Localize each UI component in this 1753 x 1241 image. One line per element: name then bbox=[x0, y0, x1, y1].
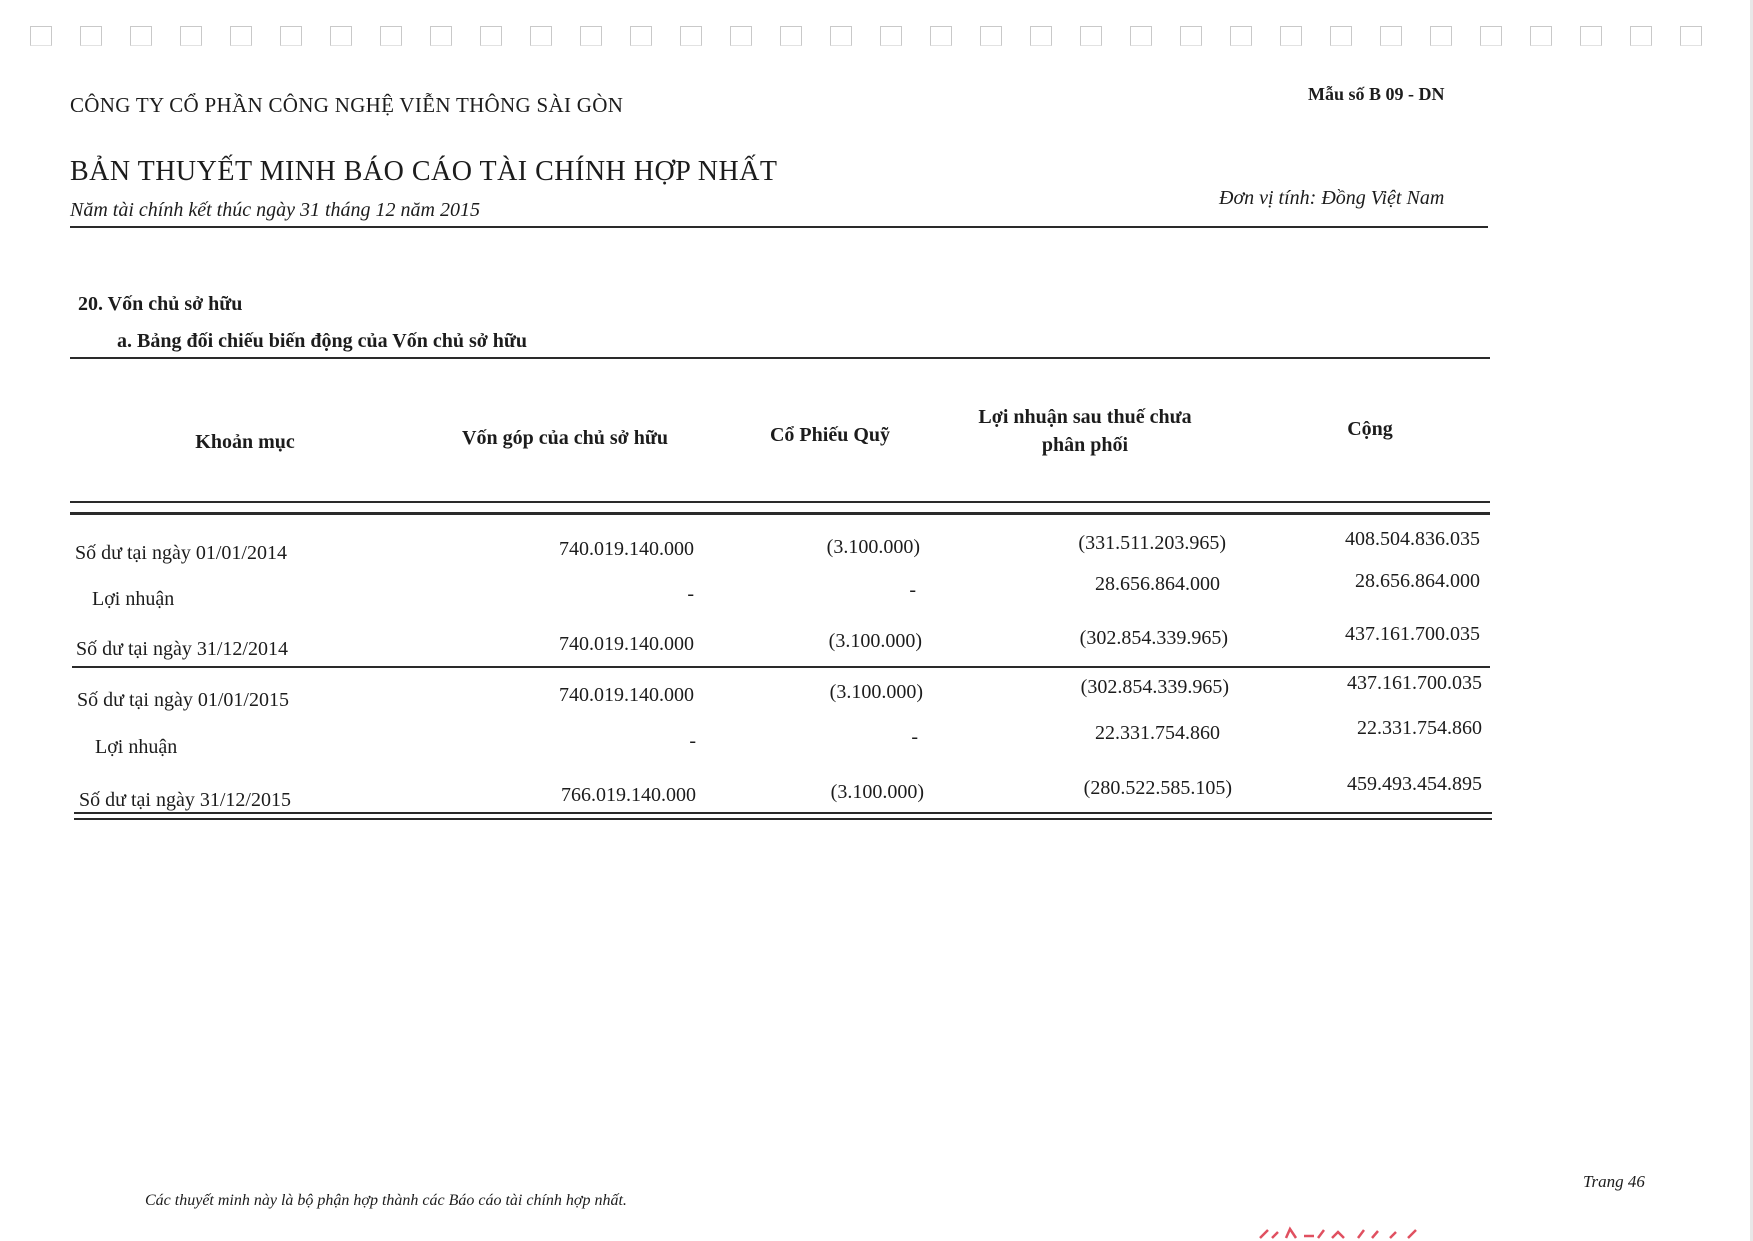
fiscal-period: Năm tài chính kết thúc ngày 31 tháng 12 năm 2015 bbox=[70, 199, 480, 221]
table-cell-capital: 740.019.140.000 bbox=[559, 538, 694, 560]
document-title: BẢN THUYẾT MINH BÁO CÁO TÀI CHÍNH HỢP NHẤT bbox=[70, 156, 778, 187]
table-header-rule-top bbox=[70, 501, 1490, 503]
binder-hole bbox=[180, 26, 202, 46]
section-rule bbox=[70, 357, 1490, 359]
currency-unit: Đơn vị tính: Đồng Việt Nam bbox=[1219, 187, 1445, 209]
table-row-label: Số dư tại ngày 31/12/2014 bbox=[76, 638, 288, 660]
table-cell-retained: (302.854.339.965) bbox=[1080, 676, 1229, 698]
table-cell-treasury: (3.100.000) bbox=[826, 536, 920, 558]
binder-hole bbox=[30, 26, 52, 46]
table-cell-retained: (280.522.585.105) bbox=[1083, 777, 1232, 799]
binder-hole bbox=[630, 26, 652, 46]
binder-hole bbox=[480, 26, 502, 46]
binder-hole bbox=[380, 26, 402, 46]
section-heading: 20. Vốn chủ sở hữu bbox=[78, 293, 243, 315]
binder-hole bbox=[1130, 26, 1152, 46]
table-row-label: Số dư tại ngày 01/01/2014 bbox=[75, 542, 287, 564]
binder-hole bbox=[1180, 26, 1202, 46]
company-name: CÔNG TY CỔ PHẦN CÔNG NGHỆ VIỄN THÔNG SÀI GÒN bbox=[70, 93, 624, 117]
binder-hole bbox=[1280, 26, 1302, 46]
table-cell-treasury: - bbox=[909, 579, 916, 601]
table-cell-total: 437.161.700.035 bbox=[1347, 672, 1482, 694]
column-header-retained: Lợi nhuận sau thuế chưa phân phối bbox=[978, 406, 1192, 456]
binder-hole bbox=[1480, 26, 1502, 46]
table-cell-total: 437.161.700.035 bbox=[1345, 623, 1480, 645]
binder-hole bbox=[1080, 26, 1102, 46]
table-cell-retained: 22.331.754.860 bbox=[1095, 722, 1220, 744]
binder-hole bbox=[1380, 26, 1402, 46]
binder-hole bbox=[1580, 26, 1602, 46]
table-cell-total: 28.656.864.000 bbox=[1355, 570, 1480, 592]
binder-hole bbox=[530, 26, 552, 46]
binder-hole bbox=[280, 26, 302, 46]
subsection-heading: a. Bảng đối chiếu biến động của Vốn chủ sở hữu bbox=[117, 330, 528, 352]
table-cell-capital: - bbox=[689, 730, 696, 752]
column-header-item: Khoản mục bbox=[195, 431, 295, 453]
binder-hole bbox=[580, 26, 602, 46]
table-cell-capital: - bbox=[687, 583, 694, 605]
footer-note: Các thuyết minh này là bộ phận hợp thành các Báo cáo tài chính hợp nhất. bbox=[145, 1192, 627, 1209]
column-header-total: Cộng bbox=[1347, 418, 1393, 440]
column-header-treasury: Cổ Phiếu Quỹ bbox=[769, 424, 891, 446]
binder-hole bbox=[130, 26, 152, 46]
binder-hole bbox=[1680, 26, 1702, 46]
binder-hole bbox=[230, 26, 252, 46]
table-cell-treasury: (3.100.000) bbox=[828, 630, 922, 652]
table-cell-treasury: (3.100.000) bbox=[830, 781, 924, 803]
table-cell-retained: 28.656.864.000 bbox=[1095, 573, 1220, 595]
binder-holes bbox=[30, 26, 1720, 50]
binder-hole bbox=[1330, 26, 1352, 46]
binder-hole bbox=[330, 26, 352, 46]
column-header-capital: Vốn góp của chủ sở hữu bbox=[462, 427, 668, 449]
table-cell-capital: 740.019.140.000 bbox=[559, 684, 694, 706]
table-cell-total: 408.504.836.035 bbox=[1345, 528, 1480, 550]
binder-hole bbox=[1230, 26, 1252, 46]
total-rule-bottom bbox=[74, 818, 1492, 820]
binder-hole bbox=[780, 26, 802, 46]
binder-hole bbox=[680, 26, 702, 46]
page-number: Trang 46 bbox=[1583, 1172, 1645, 1191]
binder-hole bbox=[830, 26, 852, 46]
subtotal-rule-2014 bbox=[72, 666, 1490, 668]
table-row-label: Số dư tại ngày 01/01/2015 bbox=[77, 689, 289, 711]
binder-hole bbox=[980, 26, 1002, 46]
table-cell-capital: 766.019.140.000 bbox=[561, 784, 696, 806]
table-cell-retained: (331.511.203.965) bbox=[1078, 532, 1226, 554]
binder-hole bbox=[880, 26, 902, 46]
table-cell-retained: (302.854.339.965) bbox=[1079, 627, 1228, 649]
total-rule-top bbox=[74, 812, 1492, 814]
binder-hole bbox=[430, 26, 452, 46]
table-row-label: Số dư tại ngày 31/12/2015 bbox=[79, 789, 291, 811]
binder-hole bbox=[80, 26, 102, 46]
table-cell-total: 22.331.754.860 bbox=[1357, 717, 1482, 739]
binder-hole bbox=[930, 26, 952, 46]
form-code: Mẫu số B 09 - DN bbox=[1308, 84, 1445, 104]
binder-hole bbox=[1630, 26, 1652, 46]
binder-hole bbox=[1530, 26, 1552, 46]
table-cell-total: 459.493.454.895 bbox=[1347, 773, 1482, 795]
table-cell-treasury: - bbox=[911, 726, 918, 748]
table-cell-capital: 740.019.140.000 bbox=[559, 633, 694, 655]
table-row-label: Lợi nhuận bbox=[92, 588, 175, 610]
binder-hole bbox=[730, 26, 752, 46]
table-cell-treasury: (3.100.000) bbox=[829, 681, 923, 703]
binder-hole bbox=[1030, 26, 1052, 46]
binder-hole bbox=[1430, 26, 1452, 46]
table-header-rule-bottom bbox=[70, 512, 1490, 515]
red-stamp-fragment bbox=[1258, 1226, 1428, 1240]
table-row-label: Lợi nhuận bbox=[95, 736, 178, 758]
header-rule bbox=[70, 226, 1488, 228]
